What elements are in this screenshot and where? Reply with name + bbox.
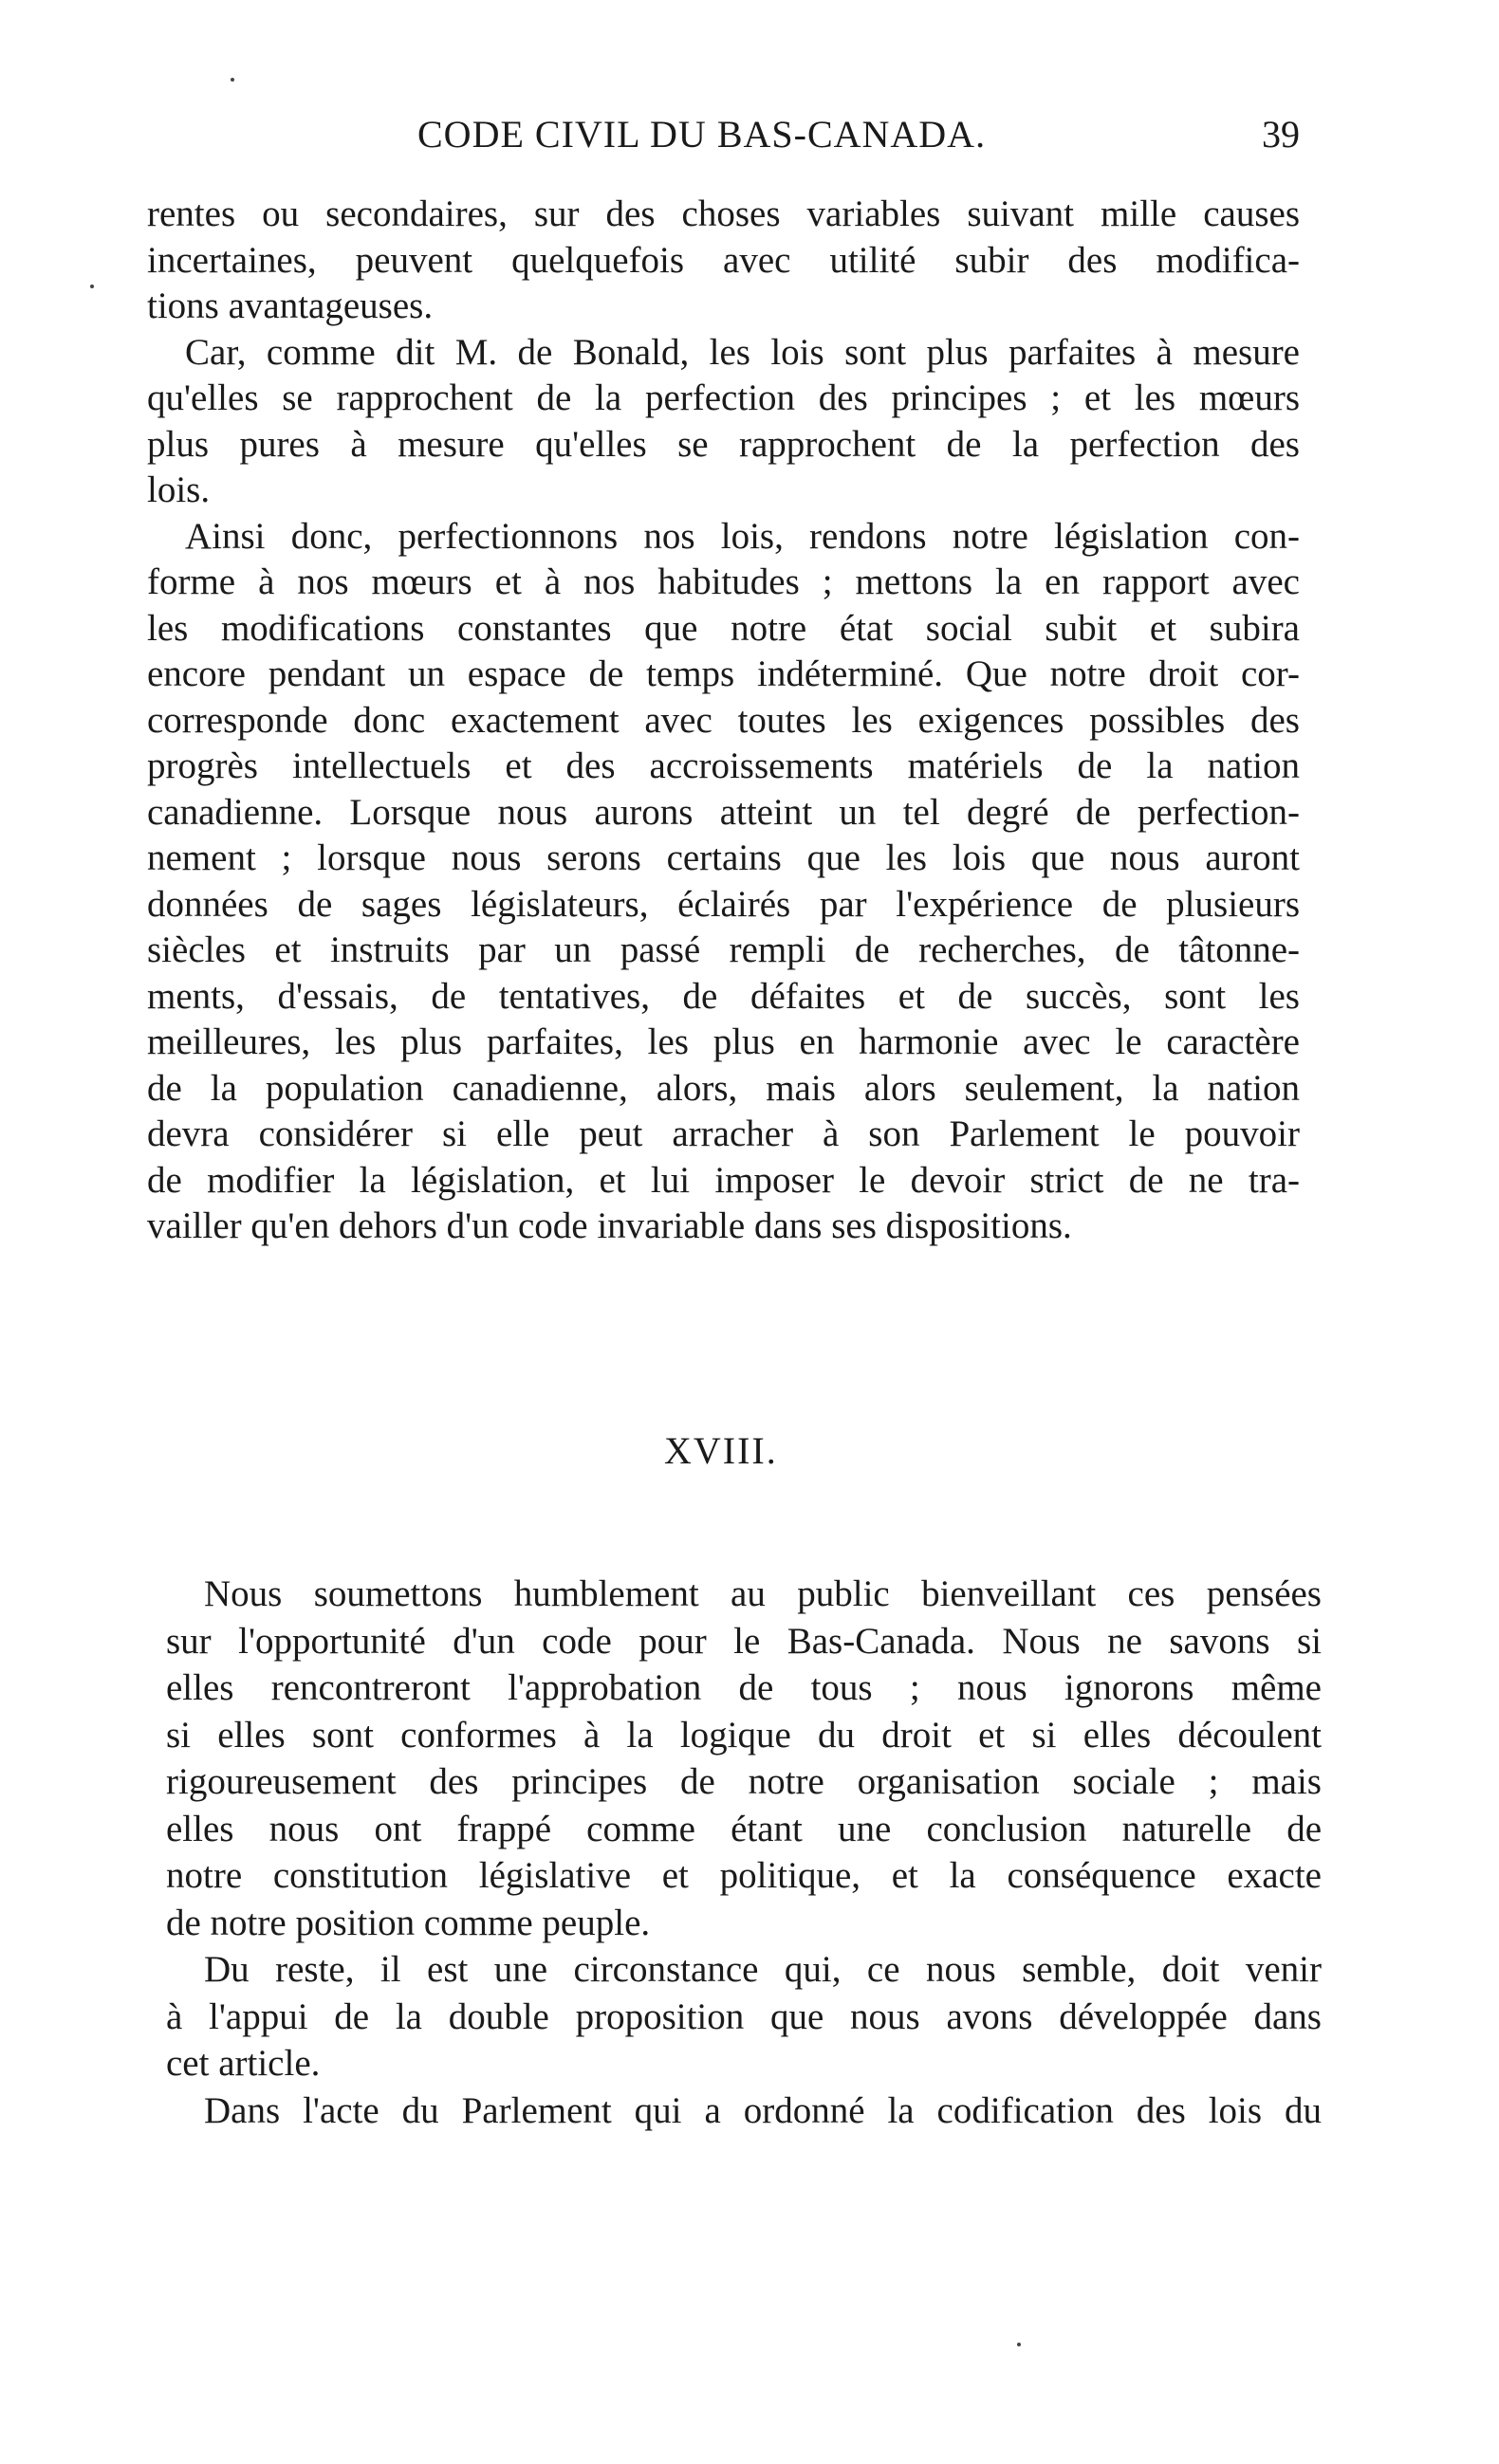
text-line: encore pendant un espace de temps indéterminé. Que notre droit cor- <box>147 653 1300 694</box>
text-line: ments, d'essais, de tentatives, de défaites et de succès, sont les <box>147 975 1300 1017</box>
text-line: de notre position comme peuple. <box>166 1902 651 1943</box>
text-line: incertaines, peuvent quelquefois avec utilité subir des modifica- <box>147 239 1300 281</box>
text-line: Ainsi donc, perfectionnons nos lois, rendons notre législation con- <box>185 515 1300 557</box>
text-line: les modifications constantes que notre état social subit et subira <box>147 607 1300 649</box>
text-line: forme à nos mœurs et à nos habitudes ; mettons la en rapport avec <box>147 561 1300 602</box>
text-block-bottom <box>166 1571 1322 2134</box>
text-line: devra considérer si elle peut arracher à son Parlement le pouvoir <box>147 1113 1300 1154</box>
text-line: notre constitution législative et politique, et la conséquence exacte <box>166 1855 1322 1896</box>
text-line: sur l'opportunité d'un code pour le Bas-Canada. Nous ne savons si <box>166 1620 1322 1662</box>
text-line: Nous soumettons humblement au public bienveillant ces pensées <box>204 1573 1322 1614</box>
text-block-top <box>147 192 1300 1250</box>
text-line: nement ; lorsque nous serons certains que les lois que nous auront <box>147 837 1300 878</box>
text-line: vailler qu'en dehors d'un code invariable dans ses dispositions. <box>147 1205 1072 1246</box>
text-line: corresponde donc exactement avec toutes les exigences possibles des <box>147 699 1300 741</box>
text-line: si elles sont conformes à la logique du droit et si elles découlent <box>166 1714 1322 1756</box>
text-line: progrès intellectuels et des accroissements matériels de la nation <box>147 745 1300 786</box>
text-line: de modifier la législation, et lui imposer le devoir strict de ne tra- <box>147 1159 1300 1201</box>
text-line: canadienne. Lorsque nous aurons atteint un tel degré de perfection- <box>147 791 1300 833</box>
running-head <box>147 112 1300 169</box>
text-line: qu'elles se rapprochent de la perfection des principes ; et les mœurs <box>147 377 1300 418</box>
text-line: tions avantageuses. <box>147 285 434 326</box>
text-line: Car, comme dit M. de Bonald, les lois sont plus parfaites à mesure <box>185 331 1300 373</box>
text-line: elles rencontreront l'approbation de tous ; nous ignorons même <box>166 1667 1322 1708</box>
text-line: elles nous ont frappé comme étant une conclusion naturelle de <box>166 1808 1322 1849</box>
text-line: meilleures, les plus parfaites, les plus en harmonie avec le caractère <box>147 1021 1300 1062</box>
text-line: données de sages législateurs, éclairés par l'expérience de plusieurs <box>147 883 1300 925</box>
text-line: de la population canadienne, alors, mais alors seulement, la nation <box>147 1067 1300 1109</box>
text-line: rigoureusement des principes de notre organisation sociale ; mais <box>166 1761 1322 1802</box>
print-speck <box>1017 2343 1021 2346</box>
text-line: siècles et instruits par un passé rempli de recherches, de tâtonne- <box>147 929 1300 970</box>
text-line: Dans l'acte du Parlement qui a ordonné la codification des lois du <box>204 2089 1322 2131</box>
print-speck <box>90 285 94 288</box>
text-line: rentes ou secondaires, sur des choses variables suivant mille causes <box>147 193 1300 234</box>
text-line: lois. <box>147 469 211 510</box>
text-line: cet article. <box>166 2043 321 2084</box>
print-speck <box>231 78 234 82</box>
text-line: plus pures à mesure qu'elles se rapprochent de la perfection des <box>147 423 1300 465</box>
section-heading: XVIII. <box>664 1429 778 1472</box>
text-line: Du reste, il est une circonstance qui, ce nous semble, doit venir <box>204 1949 1322 1990</box>
text-line: à l'appui de la double proposition que nous avons développée dans <box>166 1995 1322 2037</box>
page-number: 39 <box>1262 113 1300 156</box>
running-title: CODE CIVIL DU BAS-CANADA. <box>417 113 987 156</box>
